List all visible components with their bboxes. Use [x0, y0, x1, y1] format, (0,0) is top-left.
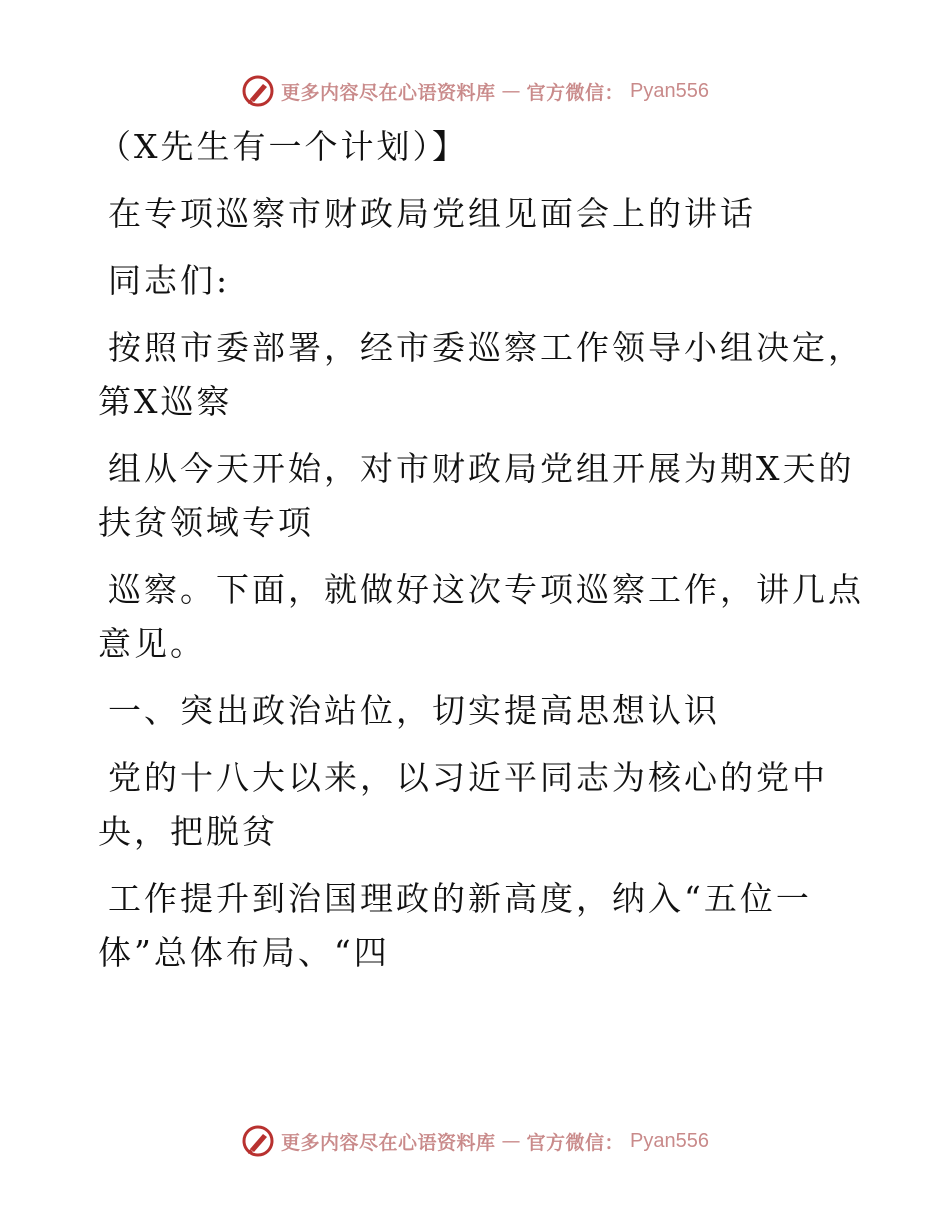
- document-title: 在专项巡察市财政局党组见面会上的讲话: [108, 194, 756, 233]
- body-line: 扶贫领域专项: [98, 503, 314, 542]
- watermark-wechat-id: Pyan556: [630, 79, 709, 102]
- watermark-separator: —: [501, 80, 521, 102]
- watermark-wechat-id: Pyan556: [630, 1129, 709, 1152]
- body-line: （X先生有一个计划）】: [98, 127, 468, 166]
- body-line: 意见。: [98, 624, 206, 663]
- body-line: 第X巡察: [98, 382, 233, 421]
- body-line: 央，把脱贫: [98, 812, 278, 851]
- body-line: 巡察。下面，就做好这次专项巡察工作，讲几点: [108, 570, 864, 609]
- body-line: 体”总体布局、“四: [98, 933, 390, 972]
- document-body: [98, 120, 864, 980]
- watermark-wechat-label: 官方微信：: [526, 1131, 625, 1154]
- body-line: 按照市委部署，经市委巡察工作领导小组决定，: [108, 328, 864, 367]
- watermark-wechat-label: 官方微信：: [526, 81, 625, 104]
- pen-logo-icon: [241, 74, 275, 108]
- watermark-separator: —: [501, 1130, 521, 1152]
- pen-logo-icon: [241, 1124, 275, 1158]
- watermark-text: 更多内容尽在心语资料库: [281, 1131, 496, 1154]
- body-line: 党的十八大以来，以习近平同志为核心的党中: [108, 758, 828, 797]
- header-watermark: [0, 71, 950, 111]
- salutation: 同志们:: [108, 261, 231, 300]
- section-heading: 一、突出政治站位，切实提高思想认识: [108, 691, 720, 730]
- footer-watermark: [0, 1121, 950, 1161]
- body-line: 组从今天开始，对市财政局党组开展为期X天的: [108, 449, 855, 488]
- body-line: 工作提升到治国理政的新高度，纳入“五位一: [108, 879, 812, 918]
- watermark-text: 更多内容尽在心语资料库: [281, 81, 496, 104]
